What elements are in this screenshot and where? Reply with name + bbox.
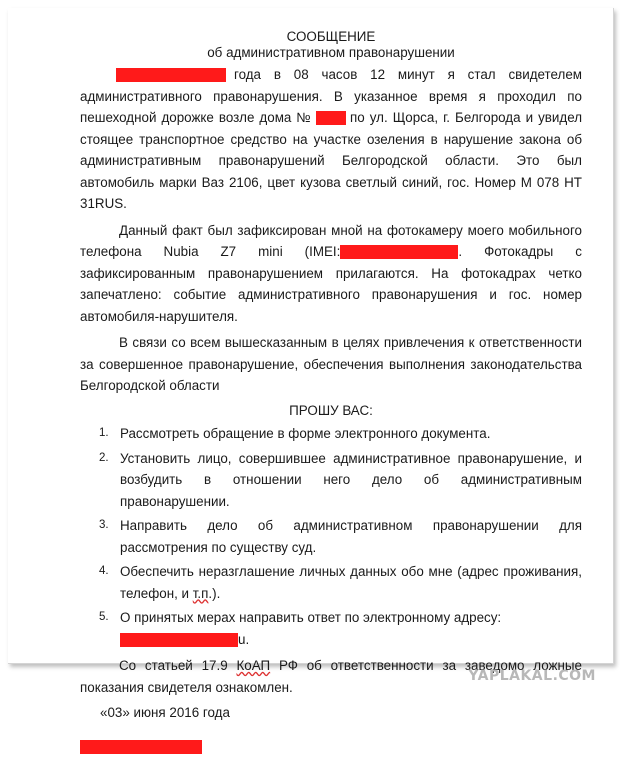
redacted-house-number xyxy=(316,111,346,125)
request-item: 3. Направить дело об административном правонарушении для рассмотрения по существу суд. xyxy=(80,515,582,558)
request-item: 4. Обеспечить неразглашение личных данных обо мне (адрес проживания, телефон, и т.п.). xyxy=(80,561,582,604)
request-list xyxy=(80,423,582,650)
paragraph-incident: года в 08 часов 12 минут я стал свидетелем административного правонарушения. В указанное время я проходил по пешеходной дорожке возле дома № по ул. Щорса, г. Белгорода и увидел стоящее транспортное средство на участке озеления в нарушение закона об административным правонарушений Белгородской области. Это был автомобиль марки Ваз 2106, цвет кузова светлый синий, гос. Номер М 078 НТ 31RUS. xyxy=(80,64,582,215)
document-title: СООБЩЕНИЕ xyxy=(80,29,582,45)
redacted-imei xyxy=(340,245,458,259)
signature-line xyxy=(80,736,582,757)
request-heading: ПРОШУ ВАС: xyxy=(80,400,582,422)
document-subtitle: об административном правонарушении xyxy=(80,45,582,61)
request-item: 1. Рассмотреть обращение в форме электронного документа. xyxy=(80,423,582,445)
paragraph-reason: В связи со всем вышесказанным в целях привлечения к ответственности за совершенное правонарушение, обеспечения выполнения законодательства Белгородской области xyxy=(80,332,582,397)
paragraph-evidence: Данный факт был зафиксирован мной на фотокамеру моего мобильного телефона Nubia Z7 mini (IMEI: . Фотокадры с зафиксированным правонарушением прилагаются. На фотокадрах четко запечатлено: событие административного правонарушения и гос. номер автомобиля-нарушителя. xyxy=(80,220,582,328)
redacted-email xyxy=(120,633,238,647)
paragraph-acknowledgement: Со статьей 17.9 КоАП РФ об ответственности за заведомо ложные показания свидетеля ознакомлен. xyxy=(80,655,582,698)
document-body xyxy=(80,29,582,757)
document-date: «03» июня 2016 года xyxy=(80,702,582,724)
redacted-signature xyxy=(80,740,202,754)
watermark-logo: YAPLAKAL.COM xyxy=(468,668,596,684)
request-item: 2. Установить лицо, совершившее административное правонарушение, и возбудить в отношении него дело об административным правонарушении. xyxy=(80,448,582,513)
redacted-date xyxy=(116,68,226,82)
request-item: 5. О принятых мерах направить ответ по электронному адресу: u. xyxy=(80,607,582,650)
